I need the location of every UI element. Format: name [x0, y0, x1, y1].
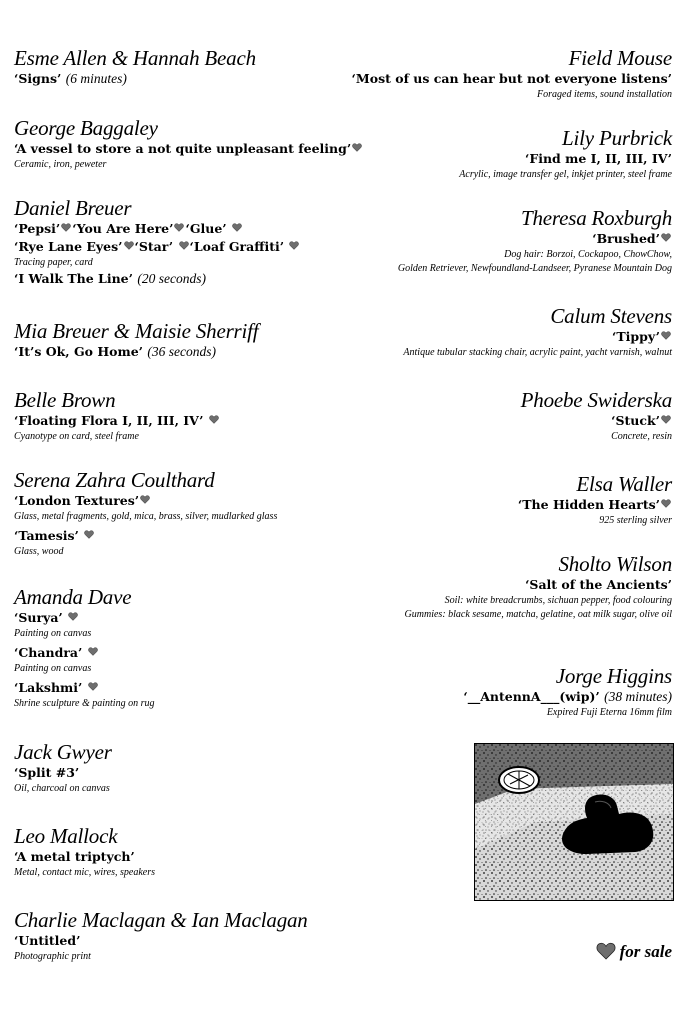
entry-jack: [14, 740, 354, 796]
artwork-title: ‘Salt of the Ancients’: [525, 577, 672, 592]
artwork-title-line: [14, 679, 354, 697]
artwork-title-line: [14, 220, 354, 238]
heart-icon: [61, 223, 71, 232]
medium: Antique tubular stacking chair, acrylic paint, yacht varnish, walnut: [403, 347, 672, 358]
heart-icon: [124, 241, 134, 250]
artwork-title: ‘A metal triptych’: [14, 849, 135, 864]
legend-label: for sale: [619, 942, 672, 961]
artist-name: Phoebe Swiderska: [520, 388, 672, 412]
heart-icon: [140, 495, 150, 504]
heart-icon: [88, 647, 98, 656]
artwork-title-line: [14, 412, 354, 430]
heart-icon: [174, 223, 184, 232]
artist-name: George Baggaley: [14, 116, 158, 140]
heart-icon: [596, 942, 616, 960]
artwork-title: ‘Most of us can hear but not everyone listens’: [351, 71, 672, 86]
heart-icon: [84, 530, 94, 539]
artwork-title: ‘Tippy’: [612, 329, 660, 344]
entry-field-mouse: [292, 46, 672, 102]
medium: Cyanotype on card, steel frame: [14, 431, 139, 442]
entry-belle: [14, 388, 354, 444]
artwork-title: ‘Chandra’: [14, 645, 83, 660]
artist-name: Belle Brown: [14, 388, 116, 412]
heart-icon: [68, 612, 78, 621]
artwork-title: ‘Glue’: [185, 221, 227, 236]
medium: Painting on canvas: [14, 628, 92, 639]
artist-name: Amanda Dave: [14, 585, 132, 609]
artwork-title-line: [332, 688, 672, 706]
medium: Glass, metal fragments, gold, mica, brass, silver, mudlarked glass: [14, 511, 278, 522]
medium: Gummies: black sesame, matcha, gelatine, oat milk sugar, olive oil: [404, 609, 672, 620]
artist-name: Elsa Waller: [576, 472, 672, 496]
medium: Dog hair: Borzoi, Cockapoo, ChowChow,: [504, 249, 672, 260]
artwork-title: ‘Rye Lane Eyes’: [14, 239, 123, 254]
entry-jorge: [332, 664, 672, 720]
medium: Golden Retriever, Newfoundland-Landseer, Pyranese Mountain Dog: [397, 263, 672, 274]
medium: Oil, charcoal on canvas: [14, 783, 110, 794]
entry-calum: [332, 304, 672, 360]
medium: Ceramic, iron, peweter: [14, 159, 107, 170]
duration: (6 minutes): [65, 71, 127, 86]
artwork-title: ‘I Walk The Line’: [14, 271, 133, 286]
entry-sholto: [332, 552, 672, 622]
artwork-title: ‘Tamesis’: [14, 528, 79, 543]
artwork-title-line: [332, 496, 672, 514]
artist-name: Field Mouse: [568, 46, 672, 70]
artist-name: Esme Allen & Hannah Beach: [14, 46, 256, 70]
artwork-title: ‘Pepsi’: [14, 221, 61, 236]
artwork-title-line: [14, 609, 354, 627]
duration: (20 seconds): [137, 271, 206, 286]
artwork-title-line: [14, 527, 354, 545]
heart-icon: [179, 241, 189, 250]
artwork-title-line: [14, 343, 354, 361]
entry-theresa: [332, 206, 672, 276]
artwork-title-line: [14, 238, 354, 256]
entry-elsa: [332, 472, 672, 528]
artwork-title: ‘Untitled’: [14, 933, 81, 948]
artwork-title-line: [332, 230, 672, 248]
medium: Soil: white breadcrumbs, sichuan pepper, food colouring: [444, 595, 672, 606]
medium: Concrete, resin: [611, 431, 672, 442]
heart-icon: [209, 415, 219, 424]
artwork-title: ‘Surya’: [14, 610, 63, 625]
artwork-title: ‘Star’: [134, 239, 174, 254]
entry-george: [14, 116, 354, 172]
medium: Shrine sculpture & painting on rug: [14, 698, 155, 709]
medium: 925 sterling silver: [599, 515, 672, 526]
artist-name: Sholto Wilson: [558, 552, 672, 576]
artwork-title: ‘Split #3’: [14, 765, 80, 780]
medium: Foraged items, sound installation: [537, 89, 672, 100]
drain-cover-photo: [474, 743, 674, 901]
medium: Tracing paper, card: [14, 257, 93, 268]
artist-name: Leo Mallock: [14, 824, 118, 848]
artwork-title: ‘A vessel to store a not quite unpleasant feeling’: [14, 141, 352, 156]
artist-name: Jorge Higgins: [555, 664, 672, 688]
artist-name: Theresa Roxburgh: [521, 206, 672, 230]
heart-icon: [289, 241, 299, 250]
entry-mia-maisie: [14, 319, 354, 361]
medium: Glass, wood: [14, 546, 64, 557]
medium: Expired Fuji Eterna 16mm film: [546, 707, 672, 718]
for-sale-legend: [595, 940, 672, 964]
artist-name: Mia Breuer & Maisie Sherriff: [14, 319, 259, 343]
artwork-title-line: [14, 140, 354, 158]
artwork-title: ‘Loaf Graffiti’: [189, 239, 285, 254]
artwork-title-line: [14, 270, 354, 288]
artwork-title-line: [332, 412, 672, 430]
artwork-title: ‘The Hidden Hearts’: [517, 497, 660, 512]
heart-icon: [661, 233, 671, 242]
photo-image: [475, 744, 673, 900]
artist-name: Jack Gwyer: [14, 740, 112, 764]
medium: Painting on canvas: [14, 663, 92, 674]
artist-name: Serena Zahra Coulthard: [14, 468, 215, 492]
duration: (38 minutes): [604, 689, 672, 704]
heart-icon: [661, 415, 671, 424]
entry-leo: [14, 824, 354, 880]
entry-phoebe: [332, 388, 672, 444]
artwork-title: ‘It’s Ok, Go Home’: [14, 344, 144, 359]
artist-name: Lily Purbrick: [562, 126, 672, 150]
entry-amanda: [14, 585, 354, 711]
medium: Metal, contact mic, wires, speakers: [14, 867, 155, 878]
duration: (36 seconds): [147, 344, 216, 359]
heart-icon: [232, 223, 242, 232]
artist-name: Charlie Maclagan & Ian Maclagan: [14, 908, 308, 932]
artwork-title-line: [14, 644, 354, 662]
entry-lily: [332, 126, 672, 182]
heart-icon: [88, 682, 98, 691]
artwork-title-line: [332, 328, 672, 346]
artwork-title-line: [14, 492, 354, 510]
artist-name: Calum Stevens: [550, 304, 672, 328]
medium: Photographic print: [14, 951, 91, 962]
artwork-title: ‘Stuck’: [611, 413, 660, 428]
artwork-title: ‘Floating Flora I, II, III, IV’: [14, 413, 204, 428]
artwork-title: ‘You Are Here’: [72, 221, 174, 236]
artwork-title: ‘Lakshmi’: [14, 680, 83, 695]
heart-icon: [661, 499, 671, 508]
artwork-title: ‘London Textures’: [14, 493, 140, 508]
medium: Acrylic, image transfer gel, inkjet printer, steel frame: [459, 169, 672, 180]
artwork-title: ‘Brushed’: [592, 231, 660, 246]
entry-charlie-ian: [14, 908, 354, 964]
artwork-title: ‘Signs’: [14, 71, 62, 86]
artwork-title: ‘Find me I, II, III, IV’: [524, 151, 672, 166]
artist-name: Daniel Breuer: [14, 196, 132, 220]
heart-icon: [661, 331, 671, 340]
entry-serena: [14, 468, 354, 559]
entry-daniel: [14, 196, 354, 288]
artwork-title: ‘__AntennA___(wip)’: [463, 689, 600, 704]
